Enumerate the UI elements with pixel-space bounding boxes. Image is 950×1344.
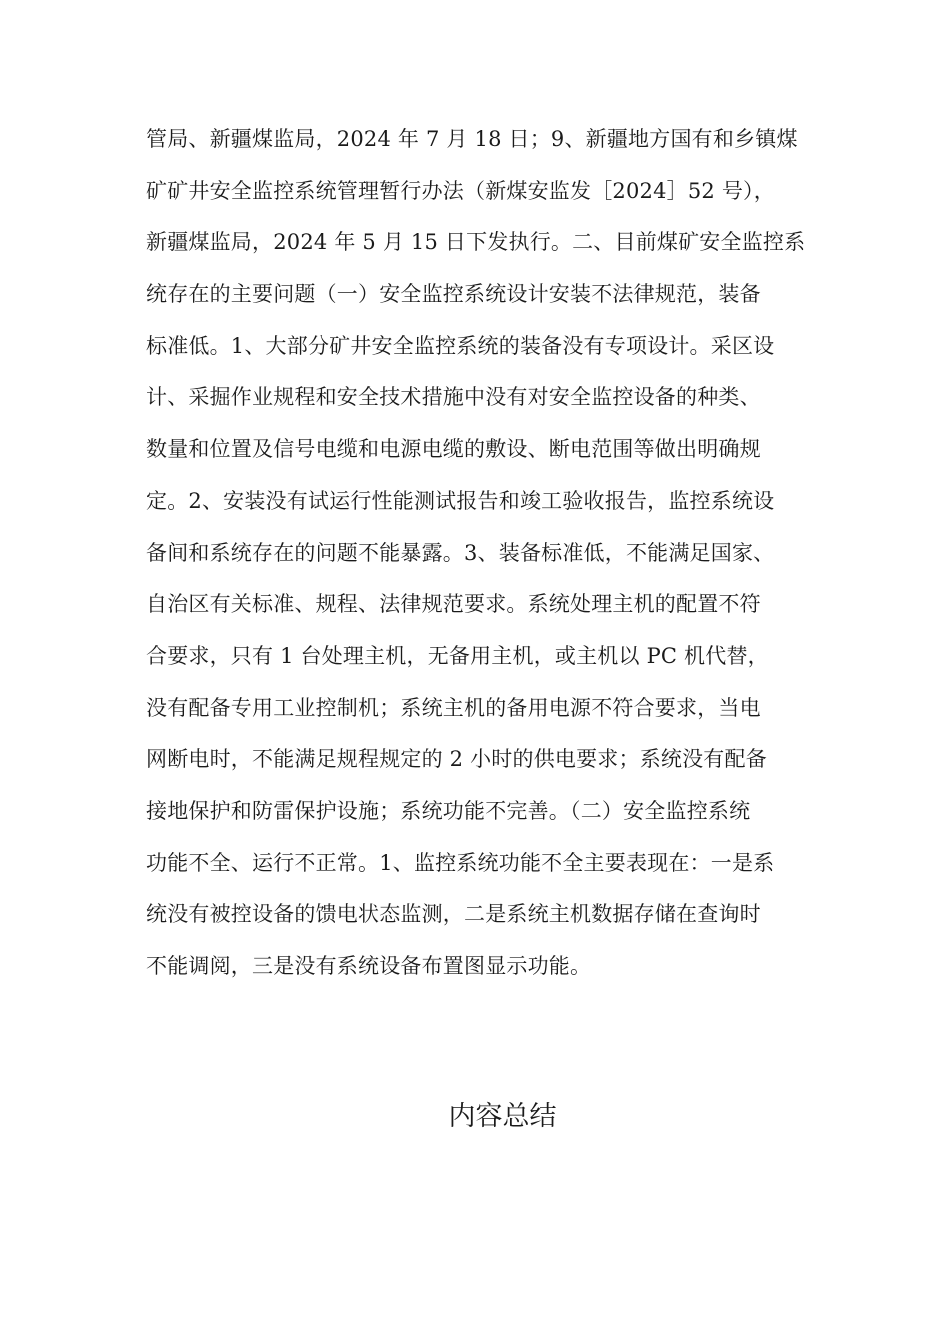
summary-heading: 内容总结	[448, 1101, 557, 1132]
text-line: 数量和位置及信号电缆和电源电缆的敷设、断电范围等做出明确规	[146, 437, 761, 462]
text-line: 不能调阅，三是没有系统设备布置图显示功能。	[146, 954, 592, 978]
text-line: 自治区有关标准、规程、法律规范要求。系统处理主机的配置不符	[146, 592, 761, 617]
body-paragraph	[146, 114, 826, 993]
text-line: 备间和系统存在的问题不能暴露。3、装备标准低，不能满足国家、	[146, 540, 775, 565]
text-line: 网断电时，不能满足规程规定的 2 小时的供电要求；系统没有配备	[146, 747, 767, 772]
text-line: 定。2、安装没有试运行性能测试报告和竣工验收报告，监控系统设	[146, 488, 775, 513]
text-line: 矿矿井安全监控系统管理暂行办法（新煤安监发［2024］52 号），	[146, 178, 775, 203]
text-line: 新疆煤监局，2024 年 5 月 15 日下发执行。二、目前煤矿安全监控系	[146, 230, 806, 255]
text-line: 没有配备专用工业控制机；系统主机的备用电源不符合要求，当电	[146, 695, 761, 720]
text-line: 统没有被控设备的馈电状态监测，二是系统主机数据存储在查询时	[146, 902, 761, 927]
text-line: 统存在的主要问题（一）安全监控系统设计安装不法律规范，装备	[146, 282, 761, 307]
text-line: 功能不全、运行不正常。1、监控系统功能不全主要表现在：一是系	[146, 850, 775, 875]
text-line: 接地保护和防雷保护设施；系统功能不完善。（二）安全监控系统	[146, 798, 751, 823]
text-line: 管局、新疆煤监局，2024 年 7 月 18 日；9、新疆地方国有和乡镇煤	[146, 127, 798, 151]
text-line: 合要求，只有 1 台处理主机，无备用主机，或主机以 PC 机代替，	[146, 643, 769, 668]
text-line: 标准低。1、大部分矿井安全监控系统的装备没有专项设计。采区设	[146, 333, 775, 358]
text-line: 计、采掘作业规程和安全技术措施中没有对安全监控设备的种类、	[146, 385, 761, 410]
